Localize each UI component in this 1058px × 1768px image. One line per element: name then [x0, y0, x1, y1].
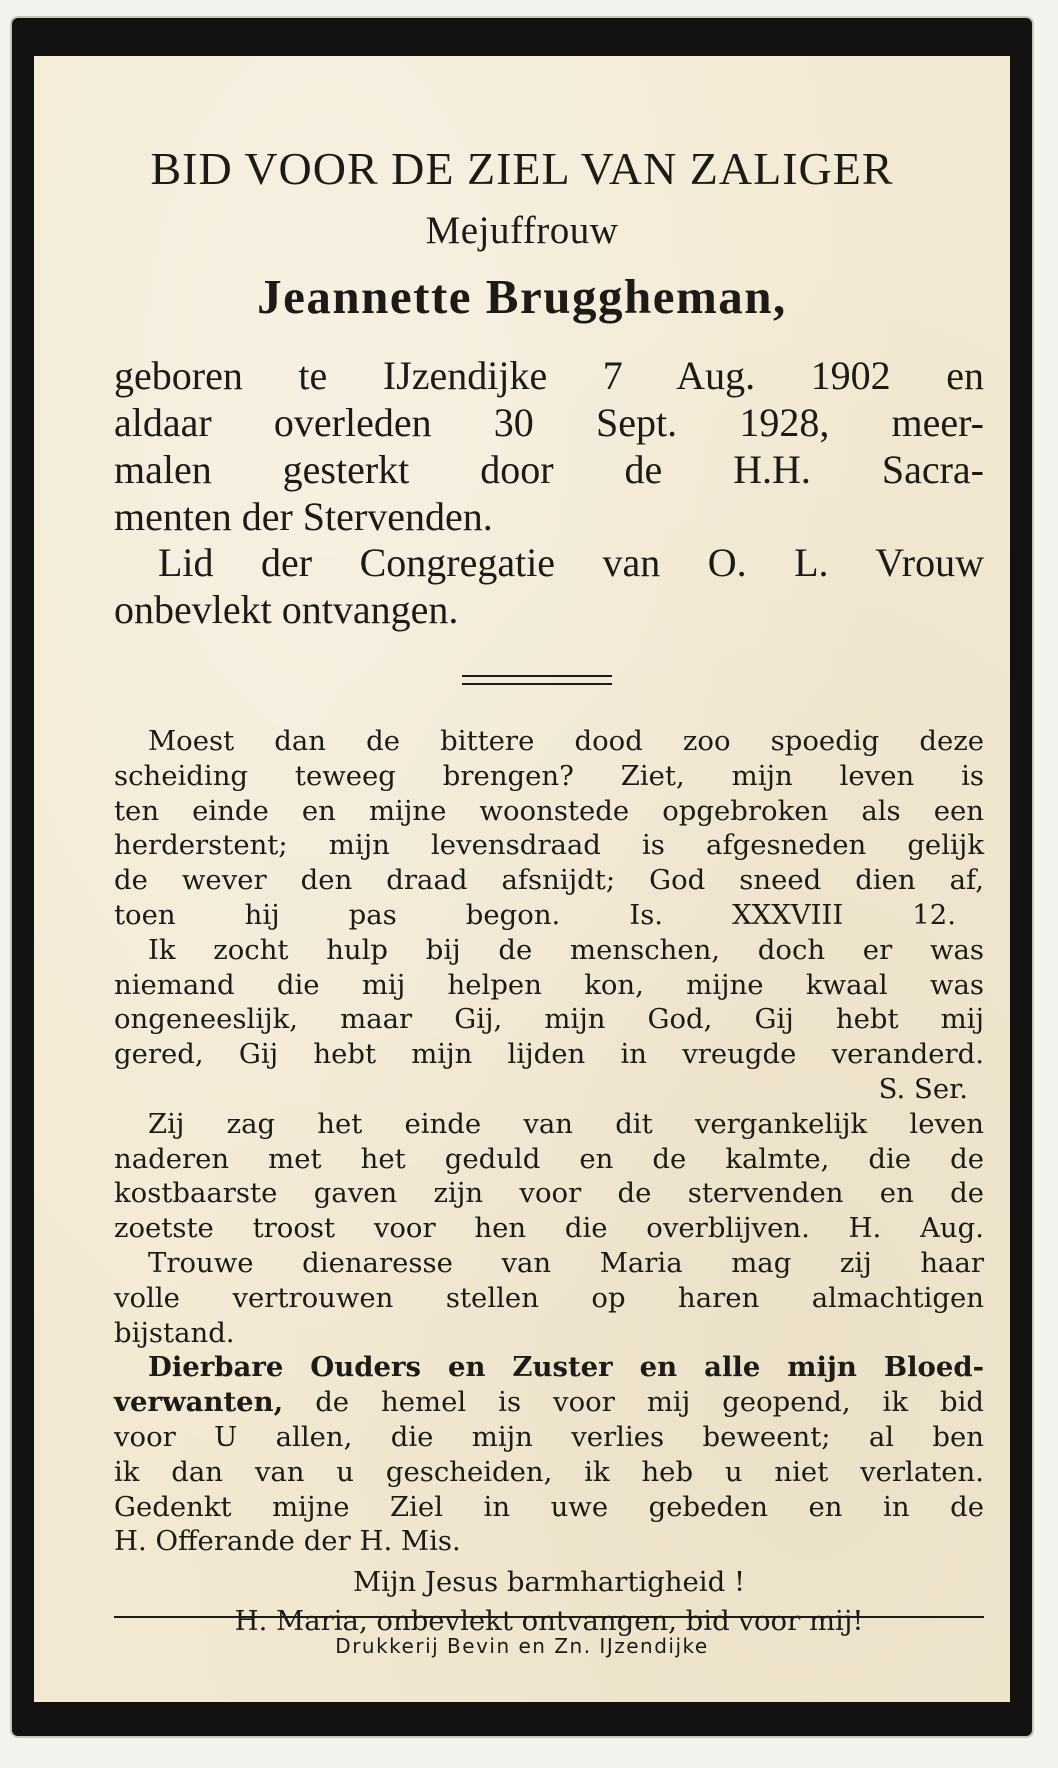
card-paper	[34, 56, 1010, 1702]
intro-line: geboren te IJzendijke 7 Aug. 1902 en	[114, 353, 984, 398]
congregation-line: onbevlekt ontvangen.	[114, 587, 459, 632]
scripture-reference: Is. XXXVIII 12.	[629, 898, 957, 931]
text-line: kostbaarste gaven zijn voor de stervenden en de	[114, 1177, 984, 1210]
text-line: zoetste troost voor hen die overblijven. H. Aug.	[114, 1212, 984, 1245]
text-line: naderen met het geduld en de kalmte, die de	[114, 1142, 984, 1175]
congregation-membership	[114, 539, 984, 633]
text-line: herderstent; mijn levensdraad is afgesneden gelijk	[114, 829, 984, 862]
text-line: Moest dan de bittere dood zoo spoedig deze	[148, 725, 984, 757]
double-rule-divider	[462, 675, 612, 685]
text-line: Zij zag het einde van dit vergankelijk leven	[148, 1107, 984, 1140]
text-line: gered, Gij hebt mijn lijden in vreugde veranderd.	[114, 1038, 984, 1071]
footer-rule	[114, 1616, 984, 1618]
text-line: Ik zocht hulp bij de menschen, doch er was	[148, 933, 984, 966]
text-line-with-reference	[114, 898, 984, 933]
congregation-line: Lid der Congregatie van O. L. Vrouw	[158, 540, 984, 585]
text-fragment: de hemel is voor mij geopend, ik bid	[283, 1386, 984, 1419]
intro-line: menten der Stervenden.	[114, 494, 493, 539]
text-line: niemand die mij helpen kon, mijne kwaal was	[114, 968, 984, 1001]
text-line: ongeneeslijk, maar Gij, mijn God, Gij hebt mij	[114, 1003, 984, 1036]
text-line: voor U allen, die mijn verlies beweent; al ben	[114, 1420, 984, 1453]
text-line: volle vertrouwen stellen op haren almachtigen	[114, 1281, 984, 1314]
memorial-text	[114, 724, 984, 1639]
text-line: ten einde en mijne woonstede opgebroken als een	[114, 794, 984, 827]
birth-death-details	[114, 352, 984, 540]
text-line: ik dan van u gescheiden, ik heb u niet verlaten.	[114, 1455, 984, 1488]
printer-imprint: Drukkerij Bevin en Zn. IJzendijke	[335, 1634, 709, 1658]
text-line: H. Offerande der H. Mis.	[114, 1525, 461, 1558]
card-title: BID VOOR DE ZIEL VAN ZALIGER	[150, 143, 894, 194]
text-fragment: toen hij pas begon.	[114, 898, 561, 931]
prayer-line: Mijn Jesus barmhartigheid !	[352, 1566, 745, 1599]
text-line: de wever den draad afsnijdt; God sneed dien af,	[114, 864, 984, 897]
intro-line: aldaar overleden 30 Sept. 1928, meer-	[114, 400, 984, 445]
intro-line: malen gesterkt door de H.H. Sacra-	[114, 447, 984, 492]
prayer-line: H. Maria, onbevlekt ontvangen, bid voor mij!	[234, 1604, 864, 1637]
text-line: Trouwe dienaresse van Maria mag zij haar	[148, 1246, 984, 1279]
text-fragment-bold: verwanten,	[114, 1386, 284, 1419]
text-line	[114, 1385, 984, 1420]
honorific: Mejuffrouw	[425, 209, 619, 252]
text-line: Gedenkt mijne Ziel in uwe gebeden en in de	[114, 1490, 984, 1523]
memorial-card	[12, 18, 1032, 1736]
text-line-bold: Dierbare Ouders en Zuster en alle mijn Bloed-	[148, 1351, 984, 1384]
quote-reference: S. Ser.	[878, 1072, 968, 1105]
text-line: bijstand.	[114, 1316, 235, 1349]
text-line: scheiding teweeg brengen? Ziet, mijn leven is	[114, 759, 984, 792]
deceased-name: Jeannette Bruggheman,	[257, 269, 787, 324]
